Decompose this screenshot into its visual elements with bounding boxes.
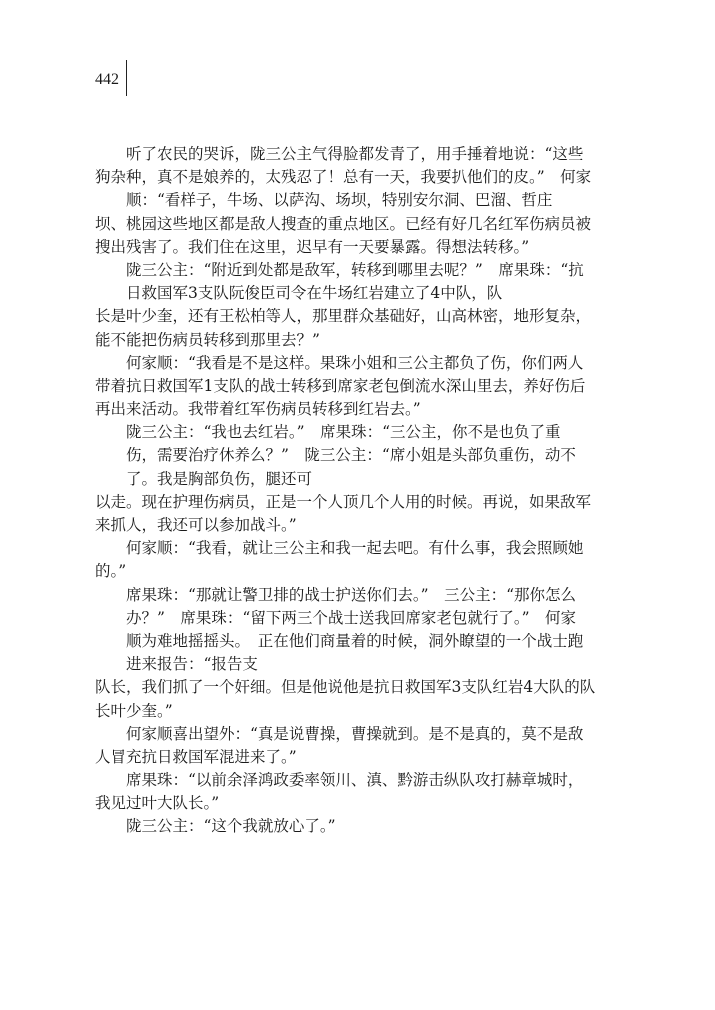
text-line: 听了农民的哭诉，陇三公主气得脸都发青了，用手捶着地说：“这些 — [126, 145, 584, 163]
text-line: 席果珠：“以前余泽鸿政委率领川、滇、黔游击纵队攻打赫章城时， — [126, 771, 584, 790]
text-line: 日救国军3支队阮俊臣司令在牛场红岩建立了4中队，队 — [126, 284, 503, 303]
page-number: 442 — [95, 71, 119, 88]
text-line: 队长，我们抓了一个奸细。但是他说他是抗日救国军3支队红岩4大队的队 — [95, 678, 596, 697]
text-body — [95, 143, 615, 839]
text-line: 顺为难地摇摇头。 正在他们商量着的时候，洞外瞭望的一个战士跑 — [126, 631, 584, 650]
text-line: 办？” 席果珠：“留下两三个战士送我回席家老包就行了。” 何家 — [126, 608, 577, 627]
text-line: 陇三公主：“我也去红岩。” 席果珠：“三公主，你不是也负了重 — [126, 423, 561, 442]
text-line: 我见过叶大队长。” — [95, 794, 220, 813]
text-line: 顺：“看样子，牛场、以萨沟、场坝，特别安尔洞、巴溜、哲庄 — [126, 191, 553, 210]
text-line: 长叶少奎。” — [95, 701, 173, 720]
text-line: 搜出残害了。我们住在这里，迟早有一天要暴露。得想法转移。” — [95, 237, 530, 256]
text-line: 再出来活动。我带着红军伤病员转移到红岩去。” — [95, 400, 421, 419]
text-line: 人冒充抗日救国军混进来了。” — [95, 747, 297, 766]
text-line: 长是叶少奎，还有王松柏等人，那里群众基础好，山高林密，地形复杂， — [95, 307, 592, 326]
text-line: 进来报告：“报告支 — [126, 655, 258, 674]
text-line: 何家顺喜出望外：“真是说曹操，曹操就到。是不是真的，莫不是敌 — [126, 724, 584, 743]
text-line: 何家顺：“我看是不是这样。果珠小姐和三公主都负了伤，你们两人 — [126, 353, 584, 372]
text-line: 狗杂种，真不是娘养的，太残忍了！总有一天，我要扒他们的皮。” 何家 — [95, 168, 592, 187]
text-line: 伤，需要治疗休养么？” 陇三公主：“席小姐是头部负重伤，动不 — [126, 446, 576, 465]
text-line: 何家顺：“我看，就让三公主和我一起去吧。有什么事，我会照顾她 — [126, 539, 584, 558]
text-line: 来抓人，我还可以参加战斗。” — [95, 516, 297, 534]
text-line: 席果珠：“那就让警卫排的战士护送你们去。” 三公主：“那你怎么 — [126, 585, 577, 604]
text-line: 陇三公主：“这个我就放心了。” — [126, 817, 336, 836]
text-line: 以走。现在护理伤病员，正是一个人顶几个人用的时候。再说，如果敌军 — [95, 492, 592, 511]
text-line: 能不能把伤病员转移到那里去？” — [95, 330, 320, 349]
text-line: 了。我是胸部负伤，腿还可 — [126, 469, 313, 488]
text-line: 陇三公主：“附近到处都是敌军，转移到哪里去呢？” 席果珠：“抗 — [126, 260, 584, 279]
text-line: 的。” — [95, 562, 127, 581]
text-line: 带着抗日救国军1支队的战士转移到席家老包倒流水深山里去，养好伤后 — [95, 376, 586, 395]
text-line: 坝、桃园这些地区都是敌人搜查的重点地区。已经有好几名红军伤病员被 — [95, 214, 592, 233]
page-number-divider — [126, 60, 127, 96]
